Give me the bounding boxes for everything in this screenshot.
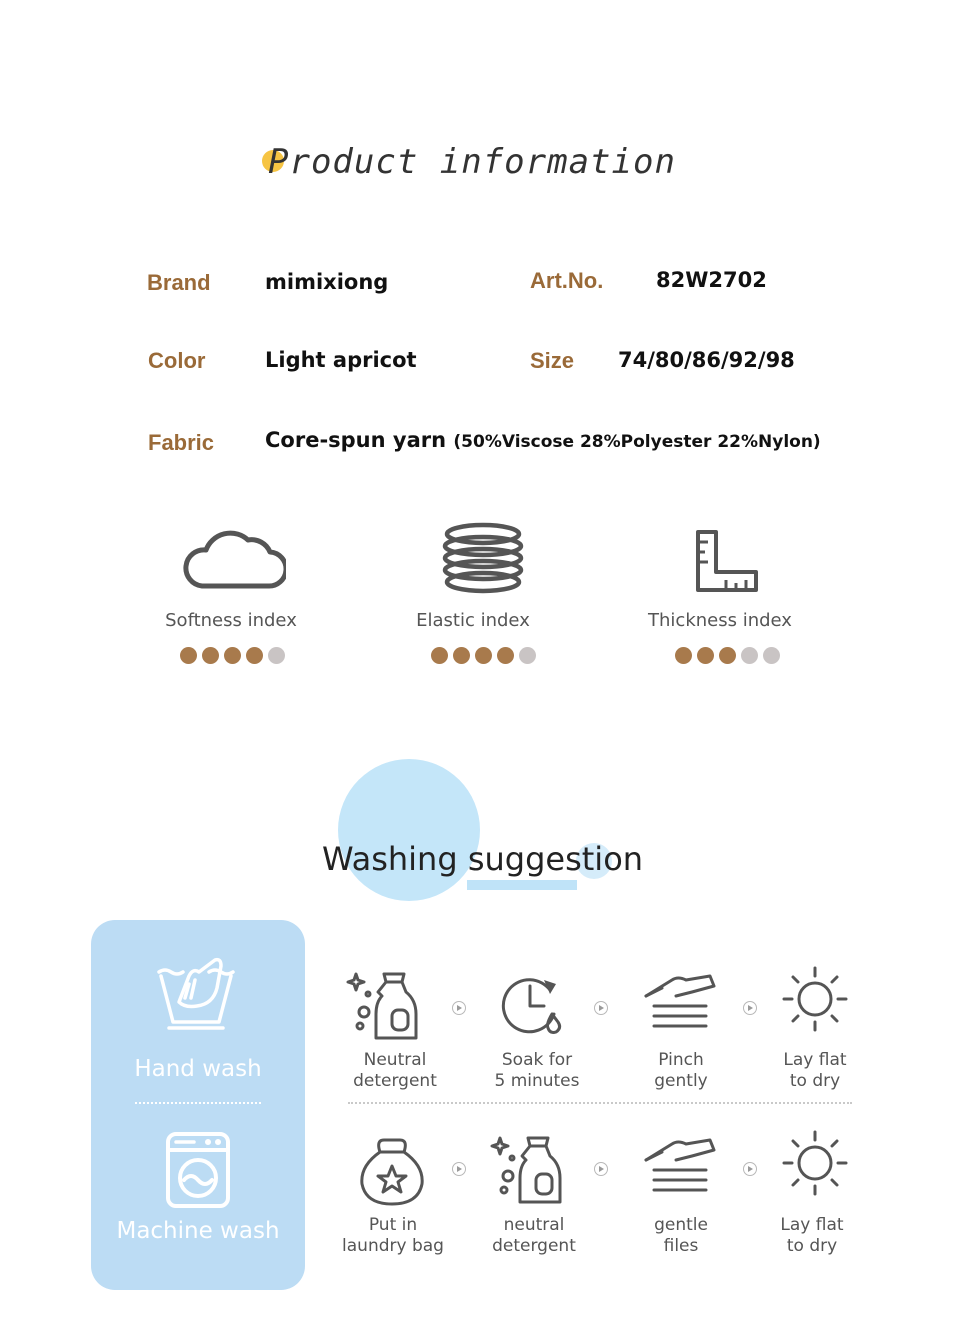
artno-label: Art.No. [530,268,604,293]
elastic-dot-2 [453,647,470,664]
wash-type-panel [91,920,305,1290]
thickness-dot-3 [719,647,736,664]
thickness-label: Thickness index [648,610,792,631]
fabric-value [265,428,821,452]
washing-machine-icon [164,1130,232,1210]
brand-label: Brand [147,270,211,295]
wash-title-circle [338,759,480,901]
step-row-divider [348,1102,852,1104]
hand-step-4-label [750,1050,880,1092]
machine-step-2-label [469,1215,599,1257]
thickness-dot-5 [763,647,780,664]
panel-divider [135,1102,261,1104]
elastic-dot-3 [475,647,492,664]
softness-label: Softness index [165,610,297,631]
color-label: Color [148,348,206,373]
step-arrow-icon [452,1162,466,1176]
elastic-rating [431,647,536,664]
elastic-dot-5 [519,647,536,664]
hand-step-3-label [616,1050,746,1092]
machine-step-3-line1: gentle [654,1215,708,1235]
detergent-bottle-icon [346,968,420,1042]
thickness-dot-4 [741,647,758,664]
machine-step-2-line1: neutral [503,1215,565,1235]
product-info-title: Product information [268,142,676,182]
coil-icon [440,520,526,596]
hand-step-4-line1: Lay flat [783,1050,847,1070]
step-arrow-icon [743,1001,757,1015]
sun-icon [782,966,848,1032]
hand-press-icon [642,1134,718,1200]
hand-step-1-label [330,1050,460,1092]
hand-step-2-label [472,1050,602,1092]
cloud-icon [182,520,286,592]
brand-value: mimixiong [265,270,389,294]
hand-press-icon [642,970,718,1036]
fabric-label: Fabric [148,430,215,455]
machine-step-3-line2: files [663,1236,699,1256]
color-value: Light apricot [265,348,417,372]
machine-step-4-line2: to dry [786,1236,838,1256]
machine-step-4-line1: Lay flat [780,1215,844,1235]
machine-wash-label: Machine wash [116,1218,280,1244]
sun-icon [782,1130,848,1196]
softness-dot-3 [224,647,241,664]
thickness-rating [675,647,780,664]
ruler-icon [694,528,762,594]
softness-rating [180,647,285,664]
hand-step-1-line2: detergent [353,1071,437,1091]
step-arrow-icon [743,1162,757,1176]
fabric-material: Core-spun yarn [265,428,447,452]
fabric-composition: (50%Viscose 28%Polyester 22%Nylon) [453,432,821,452]
hand-step-2-line2: 5 minutes [494,1071,580,1091]
hand-step-2-line1: Soak for [501,1050,573,1070]
detergent-bottle-icon [490,1132,564,1206]
machine-step-1-line2: laundry bag [342,1236,444,1256]
laundry-bag-icon [356,1136,428,1206]
elastic-label: Elastic index [416,610,530,631]
thickness-dot-2 [697,647,714,664]
machine-step-4-label [747,1215,877,1257]
hand-wash-label: Hand wash [134,1056,262,1082]
hand-step-4-line2: to dry [789,1071,841,1091]
size-value: 74/80/86/92/98 [618,348,795,372]
machine-step-1-line1: Put in [368,1215,418,1235]
artno-value: 82W2702 [656,268,767,292]
wash-title-underline [467,880,577,890]
hand-step-3-line1: Pinch [658,1050,704,1070]
step-arrow-icon [452,1001,466,1015]
softness-dot-1 [180,647,197,664]
hand-wash-icon [155,954,237,1030]
softness-dot-2 [202,647,219,664]
softness-dot-5 [268,647,285,664]
elastic-dot-1 [431,647,448,664]
machine-step-3-label [616,1215,746,1257]
hand-step-1-line1: Neutral [363,1050,427,1070]
machine-step-1-label [328,1215,458,1257]
step-arrow-icon [594,1001,608,1015]
size-label: Size [530,348,575,373]
timer-icon [500,974,564,1036]
softness-dot-4 [246,647,263,664]
washing-title: Washing suggestion [322,840,644,878]
hand-step-3-line2: gently [654,1071,708,1091]
step-arrow-icon [594,1162,608,1176]
thickness-dot-1 [675,647,692,664]
machine-step-2-line2: detergent [492,1236,576,1256]
elastic-dot-4 [497,647,514,664]
